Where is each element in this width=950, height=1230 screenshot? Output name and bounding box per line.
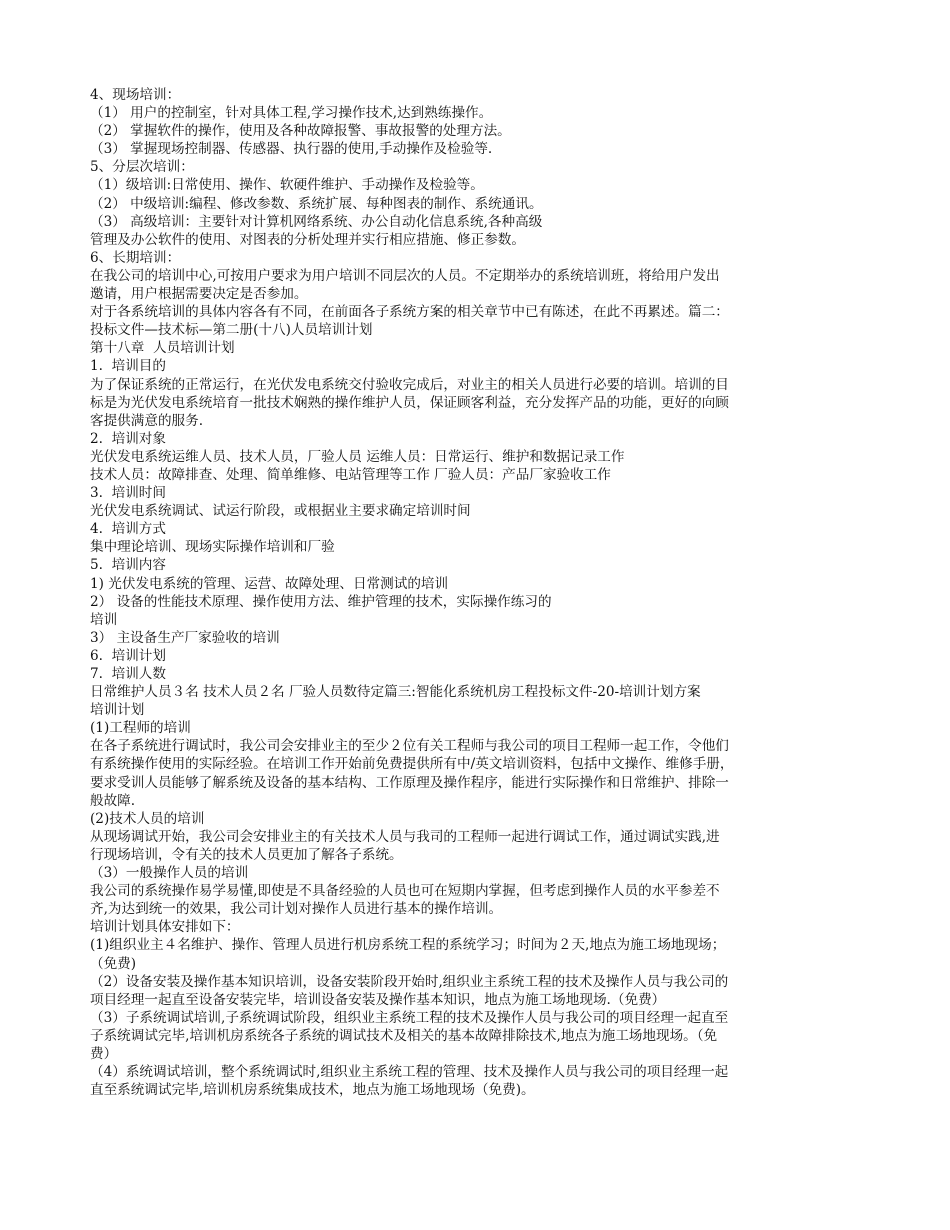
document-body — [90, 86, 865, 1099]
text-line: （2）设备安装及操作基本知识培训，设备安装阶段开始时,组织业主系统工程的技术及操作人员与我公司的 — [90, 973, 729, 990]
text-line: 我公司的系统操作易学易懂,即使是不具备经验的人员也可在短期内掌握，但考虑到操作人员的水平参差不 — [90, 883, 720, 900]
text-line: （2） 掌握软件的操作，使用及各种故障报警、事故报警的处理方法。 — [90, 123, 511, 140]
text-line: （3） 高级培训：主要针对计算机网络系统、办公自动化信息系统,各种高级 — [90, 213, 543, 230]
text-line: 培训计划具体安排如下： — [90, 919, 240, 936]
text-line: （2） 中级培训:编程、修改参数、系统扩展、每种图表的制作、系统通讯。 — [90, 195, 543, 212]
text-line: (2)技术人员的培训 — [90, 810, 205, 827]
text-line: 5、分层次培训： — [90, 159, 194, 176]
text-line: 要求受训人员能够了解系统及设备的基本结构、工作原理及操作程序，能进行实际操作和日常维护、排除一 — [90, 774, 729, 791]
text-line: 光伏发电系统运维人员、技术人员，厂验人员 运维人员：日常运行、维护和数据记录工作 — [90, 448, 625, 465]
text-line: 1. 培训目的 — [90, 358, 166, 375]
text-line: 日常维护人员３名 技术人员２名 厂验人员数待定篇三:智能化系统机房工程投标文件-20-培训计划方案 — [90, 684, 701, 701]
text-line: （3）一般操作人员的培训 — [90, 865, 249, 882]
text-line: 光伏发电系统调试、试运行阶段，或根据业主要求确定培训时间 — [90, 503, 471, 520]
text-line: 为了保证系统的正常运行，在光伏发电系统交付验收完成后，对业主的相关人员进行必要的培训。培训的目 — [90, 376, 729, 393]
text-line: 般故障. — [90, 792, 136, 809]
text-line: （免费) — [90, 955, 137, 972]
text-line: （3） 掌握现场控制器、传感器、执行器的使用,手动操作及检验等. — [90, 141, 493, 158]
text-line: 技术人员：故障排查、处理、简单维修、电站管理等工作 厂验人员：产品厂家验收工作 — [90, 466, 611, 483]
text-line: 标是为光伏发电系统培育一批技术娴熟的操作维护人员，保证顾客利益，充分发挥产品的功能，更好的向顾 — [90, 394, 729, 411]
text-line: （1）级培训:日常使用、操作、软硬件维护、手动操作及检验等。 — [90, 177, 484, 194]
text-line: 6、长期培训： — [90, 249, 181, 266]
text-line: 培训计划 — [90, 702, 145, 719]
text-line: 2. 培训对象 — [90, 430, 166, 447]
text-line: （4）系统调试培训，整个系统调试时,组织业主系统工程的管理、技术及操作人员与我公司的项目经理一起 — [90, 1064, 729, 1081]
text-line: 客提供满意的服务. — [90, 412, 204, 429]
text-line: （3）子系统调试培训,子系统调试阶段，组织业主系统工程的技术及操作人员与我公司的项目经理一起直至 — [90, 1009, 729, 1026]
text-line: 行现场培训，令有关的技术人员更加了解各子系统。 — [90, 846, 403, 863]
text-line: 5. 培训内容 — [90, 557, 166, 574]
text-line: （1） 用户的控制室，针对具体工程,学习操作技术,达到熟练操作。 — [90, 105, 493, 122]
text-line: 齐,为达到统一的效果，我公司计划对操作人员进行基本的操作培训。 — [90, 901, 503, 918]
text-line: 1) 光伏发电系统的管理、运营、故障处理、日常测试的培训 — [90, 575, 449, 592]
text-line: 在各子系统进行调试时，我公司会安排业主的至少２位有关工程师与我公司的项目工程师一起工作，令他们 — [90, 738, 729, 755]
text-line: 3. 培训时间 — [90, 485, 166, 502]
text-line: 子系统调试完毕,培训机房系统各子系统的调试技术及相关的基本故障排除技术,地点为施工场地现场。（免 — [90, 1027, 718, 1044]
text-line: 管理及办公软件的使用、对图表的分析处理并实行相应措施、修正参数。 — [90, 231, 525, 248]
text-line: 集中理论培训、现场实际操作培训和厂验 — [90, 539, 335, 556]
text-line: 7. 培训人数 — [90, 666, 166, 682]
text-line: 2） 设备的性能技术原理、操作使用方法、维护管理的技术，实际操作练习的 — [90, 593, 552, 610]
text-line: 6. 培训计划 — [90, 647, 166, 664]
text-line: 第十八章 人员培训计划 — [90, 340, 235, 357]
text-line: 4、现场培训： — [90, 87, 181, 103]
text-line: 邀请，用户根据需要决定是否参加。 — [90, 286, 308, 303]
text-line: 3） 主设备生产厂家验收的培训 — [90, 629, 280, 646]
text-line: 在我公司的培训中心,可按用户要求为用户培训不同层次的人员。不定期举办的系统培训班，将给用户发出 — [90, 267, 720, 284]
text-line: 对于各系统培训的具体内容各有不同，在前面各子系统方案的相关章节中已有陈述，在此不再累述。篇二： — [90, 304, 729, 321]
text-line: (1)工程师的培训 — [90, 720, 191, 737]
text-line: 直至系统调试完毕,培训机房系统集成技术，地点为施工场地现场（免费)。 — [90, 1082, 535, 1099]
text-line: 4. 培训方式 — [90, 521, 166, 538]
text-line: 从现场调试开始，我公司会安排业主的有关技术人员与我司的工程师一起进行调试工作，通过调试实践,进 — [90, 828, 720, 845]
text-line: (1)组织业主４名维护、操作、管理人员进行机房系统工程的系统学习；时间为２天,地点为施工场地现场； — [90, 937, 726, 954]
text-line: 投标文件—技术标—第二册(十八)人员培训计划 — [90, 322, 373, 339]
text-line: 培训 — [90, 611, 118, 628]
text-line: 有系统操作使用的实际经验。在培训工作开始前免费提供所有中/英文培训资料，包括中文操作、维修手册， — [90, 756, 734, 773]
text-line: 费） — [90, 1045, 118, 1062]
text-line: 项目经理一起直至设备安装完毕，培训设备安装及操作基本知识，地点为施工场地现场.（免费） — [90, 991, 666, 1008]
